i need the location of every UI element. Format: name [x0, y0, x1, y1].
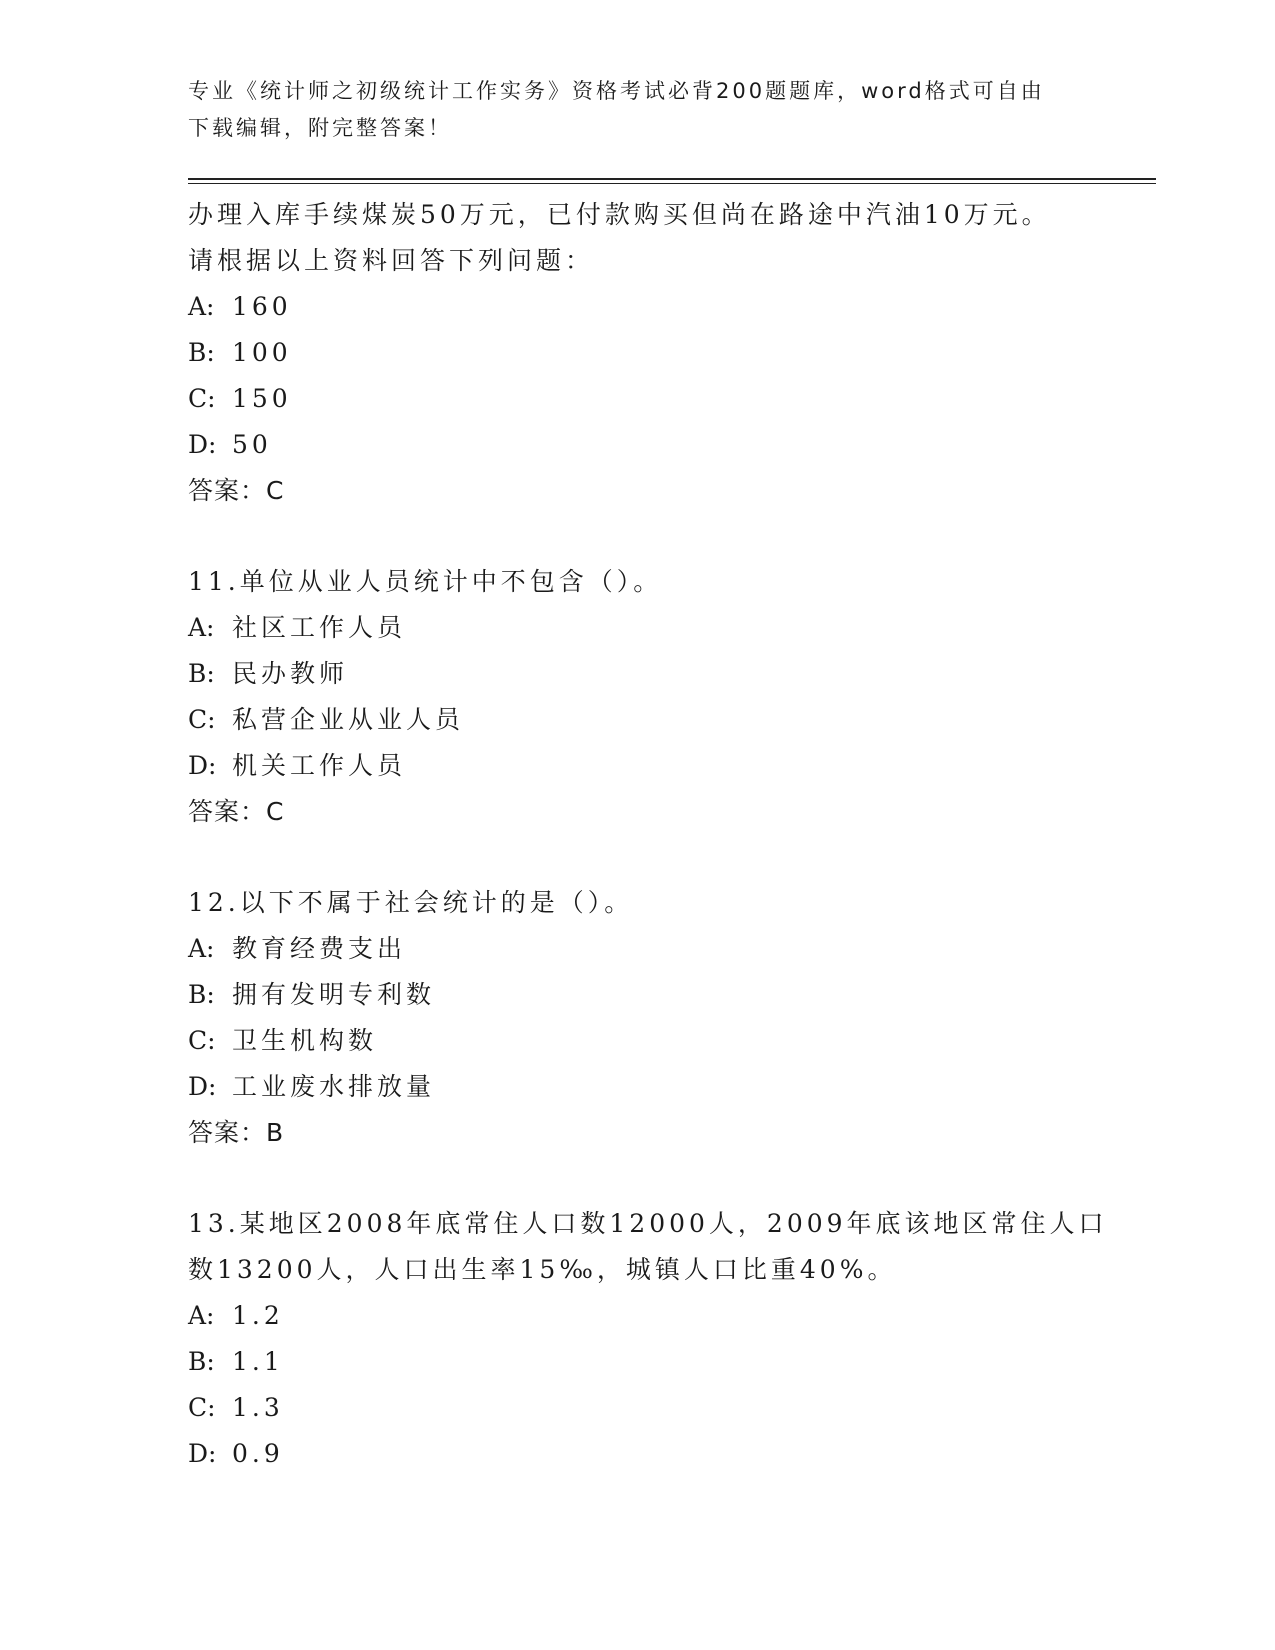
option-a [188, 284, 1156, 330]
header-divider [188, 178, 1156, 184]
option-text: 160 [232, 292, 292, 321]
option-d [188, 1064, 1156, 1110]
option-text: 1.2 [232, 1301, 284, 1330]
option-a [188, 1293, 1156, 1339]
question-13 [188, 1201, 1156, 1477]
option-b [188, 1339, 1156, 1385]
option-label: D: [188, 1072, 217, 1101]
option-label: A: [188, 1301, 215, 1330]
question-stem-line: 请根据以上资料回答下列问题： [188, 246, 595, 275]
option-c [188, 697, 1156, 743]
document-body [188, 192, 1156, 1477]
option-text: 100 [232, 338, 292, 367]
option-text: 机关工作人员 [232, 751, 407, 780]
option-a [188, 926, 1156, 972]
question-stem-line: 13.某地区2008年底常住人口数12000人，2009年底该地区常住人口 [188, 1209, 1108, 1238]
option-c [188, 376, 1156, 422]
option-label: B: [188, 338, 215, 367]
option-label: C: [188, 384, 216, 413]
option-text: 1.1 [232, 1347, 284, 1376]
question-stem-line: 11.单位从业人员统计中不包含（）。 [188, 567, 663, 596]
answer-line: 答案：C [188, 476, 285, 505]
document-header [188, 73, 1088, 147]
option-d [188, 422, 1156, 468]
option-label: D: [188, 751, 217, 780]
question-12 [188, 880, 1156, 1156]
question-continuation [188, 192, 1156, 514]
question-11 [188, 559, 1156, 835]
option-label: D: [188, 1439, 217, 1468]
answer-line: 答案：B [188, 1118, 285, 1147]
option-text: 150 [232, 384, 292, 413]
header-line-1: 专业《统计师之初级统计工作实务》资格考试必背200题题库，word格式可自由 [188, 79, 1045, 103]
option-text: 0.9 [232, 1439, 284, 1468]
option-c [188, 1018, 1156, 1064]
option-text: 卫生机构数 [232, 1026, 378, 1055]
answer-line: 答案：C [188, 797, 285, 826]
option-text: 私营企业从业人员 [232, 705, 465, 734]
option-a [188, 605, 1156, 651]
option-text: 社区工作人员 [232, 613, 407, 642]
option-text: 1.3 [232, 1393, 284, 1422]
option-b [188, 330, 1156, 376]
option-text: 50 [232, 430, 272, 459]
question-stem-line: 办理入库手续煤炭50万元，已付款购买但尚在路途中汽油10万元。 [188, 200, 1051, 229]
option-text: 民办教师 [232, 659, 349, 688]
option-d [188, 743, 1156, 789]
option-label: A: [188, 292, 215, 321]
option-b [188, 972, 1156, 1018]
header-line-2: 下载编辑，附完整答案！ [188, 116, 452, 140]
option-label: A: [188, 934, 215, 963]
option-label: B: [188, 980, 215, 1009]
option-text: 教育经费支出 [232, 934, 407, 963]
option-label: C: [188, 1026, 216, 1055]
question-stem-line: 数13200人，人口出生率15‰，城镇人口比重40%。 [188, 1255, 897, 1284]
option-label: D: [188, 430, 217, 459]
option-label: C: [188, 1393, 216, 1422]
question-stem-line: 12.以下不属于社会统计的是（）。 [188, 888, 634, 917]
option-text: 工业废水排放量 [232, 1072, 436, 1101]
option-text: 拥有发明专利数 [232, 980, 436, 1009]
option-label: B: [188, 659, 215, 688]
option-label: A: [188, 613, 215, 642]
option-b [188, 651, 1156, 697]
option-label: B: [188, 1347, 215, 1376]
option-d [188, 1431, 1156, 1477]
option-label: C: [188, 705, 216, 734]
option-c [188, 1385, 1156, 1431]
